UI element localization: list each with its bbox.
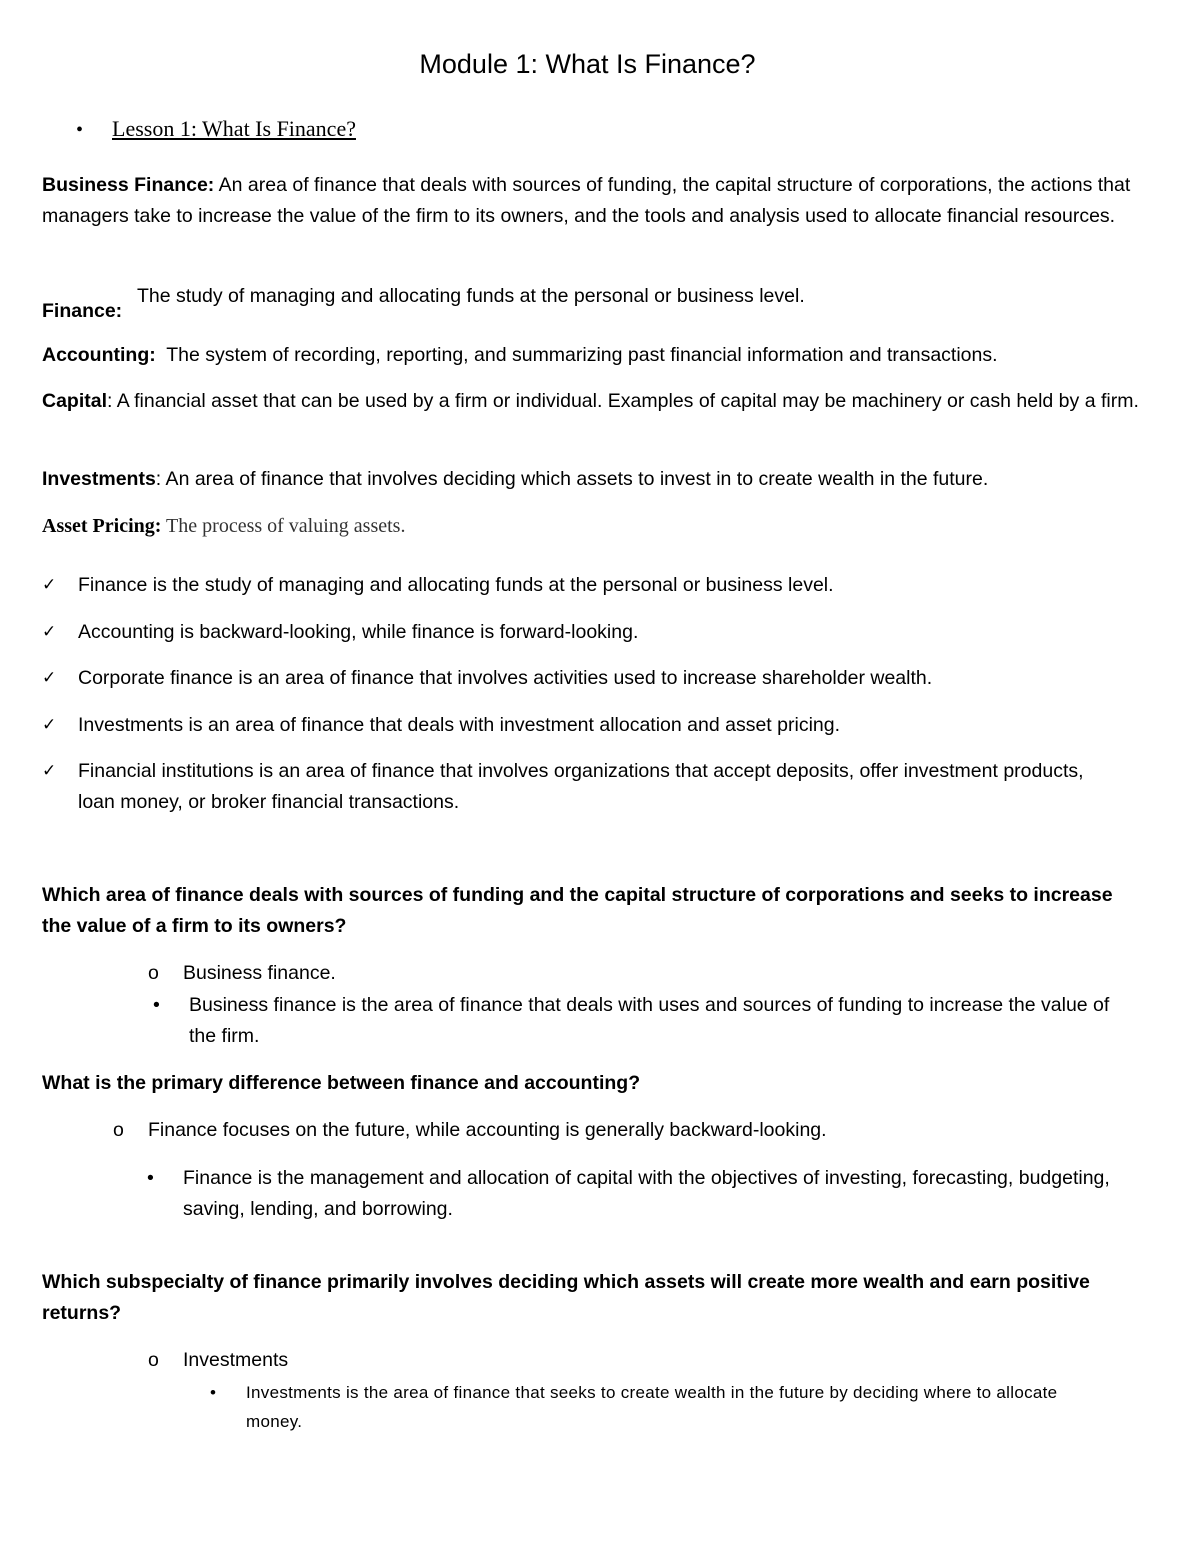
bullet-icon: • (153, 994, 160, 1016)
check-item-text: Finance is the study of managing and allocating funds at the personal or business level. (78, 574, 834, 596)
checkmark-icon: ✓ (42, 622, 57, 642)
definition-investments (42, 464, 1142, 495)
definition-text: : An area of finance that involves deciding which assets to invest in to create wealth in the future. (155, 468, 989, 490)
checkmark-icon: ✓ (42, 715, 57, 735)
definition-term: Investments (42, 468, 156, 490)
question-3: Which subspecialty of finance primarily involves deciding which assets will create more wealth and earn positive returns? (42, 1271, 1090, 1324)
circle-bullet-icon: o (113, 1119, 124, 1141)
answer-text: Business finance. (183, 962, 336, 984)
check-item (42, 710, 1142, 741)
explanation-text: Finance is the management and allocation of capital with the objectives of investing, forecasting, budgeting, saving, lending, and borrowing. (183, 1167, 1110, 1220)
bullet-icon: • (210, 1383, 217, 1402)
definition-term: Business Finance: (42, 174, 215, 196)
definition-term: Accounting: (42, 344, 156, 366)
definition-text: The study of managing and allocating funds at the personal or business level. (137, 285, 805, 307)
answer-text: Finance focuses on the future, while accounting is generally backward-looking. (148, 1119, 827, 1141)
definition-asset-pricing (42, 511, 1142, 542)
definition-text: The system of recording, reporting, and summarizing past financial information and transactions. (155, 344, 998, 366)
definition-business-finance (42, 170, 1142, 232)
explanation-3 (210, 1378, 1110, 1436)
definition-text: An area of finance that deals with sources of funding, the capital structure of corporations, the actions that managers take to increase the value of the firm to its owners, and the tools and analysis used to allocate financial resources. (42, 174, 1131, 227)
checkmark-icon: ✓ (42, 668, 57, 688)
check-item (42, 570, 1142, 601)
circle-bullet-icon: o (148, 1349, 159, 1371)
definition-term: Asset Pricing: (42, 515, 162, 537)
checkmark-icon: ✓ (42, 575, 57, 595)
circle-bullet-icon: o (148, 962, 159, 984)
bullet-icon: • (147, 1167, 154, 1189)
definition-text: The process of valuing assets. (161, 515, 406, 537)
explanation-text: Investments is the area of finance that seeks to create wealth in the future by deciding where to allocate money. (246, 1383, 1058, 1431)
answer-2 (113, 1115, 1113, 1146)
answer-text: Investments (183, 1349, 289, 1371)
explanation-2 (147, 1163, 1127, 1225)
question-1: Which area of finance deals with sources of funding and the capital structure of corporations and seeks to increase the value of a firm to its owners? (42, 884, 1113, 937)
definition-capital (42, 386, 1142, 417)
page-title: Module 1: What Is Finance? (419, 49, 756, 79)
bullet-icon: • (76, 119, 84, 141)
check-item-text: Investments is an area of finance that deals with investment allocation and asset pricing. (78, 714, 841, 736)
explanation-text: Business finance is the area of finance that deals with uses and sources of funding to increase the value of the firm. (189, 994, 1110, 1047)
check-item (42, 663, 1142, 694)
question-2: What is the primary difference between finance and accounting? (42, 1072, 641, 1094)
definition-accounting (42, 340, 1142, 371)
answer-1 (148, 958, 1138, 989)
lesson-heading (76, 114, 356, 145)
explanation-1 (153, 990, 1133, 1052)
definition-text: : A financial asset that can be used by a firm or individual. Examples of capital may be machinery or cash held by a firm. (107, 390, 1139, 412)
check-item-text: Corporate finance is an area of finance that involves activities used to increase shareholder wealth. (78, 667, 933, 689)
check-item (42, 756, 1112, 818)
definition-finance (42, 281, 1142, 327)
check-item-text: Financial institutions is an area of finance that involves organizations that accept deposits, offer investment products, loan money, or broker financial transactions. (78, 760, 1084, 813)
check-item (42, 617, 1142, 648)
lesson-title: Lesson 1: What Is Finance? (112, 116, 356, 141)
answer-3 (148, 1345, 1138, 1376)
definition-term: Capital (42, 390, 108, 412)
checkmark-icon: ✓ (42, 761, 57, 781)
check-item-text: Accounting is backward-looking, while finance is forward-looking. (78, 621, 639, 643)
definition-term: Finance: (42, 300, 123, 322)
